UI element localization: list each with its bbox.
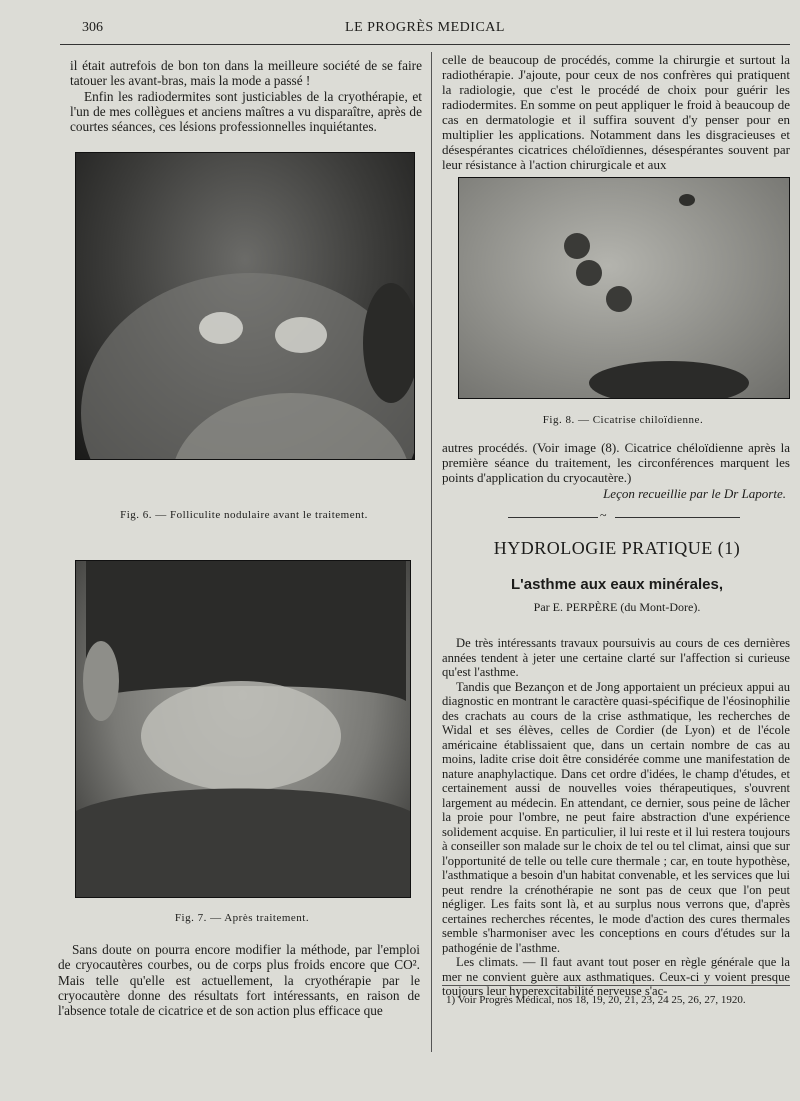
page-number: 306 (82, 20, 103, 35)
figure-8-photo (458, 177, 790, 399)
after-figure-paragraph: autres procédés. (Voir image (8). Cicatrice chéloïdienne après la première séance du traitement, les circonférences marquent les points d'application du cryocautère.) (442, 440, 790, 485)
intro-paragraph-1: il était autrefois de bon ton dans la meilleure société de se faire tatouer les avant-bras, mais la mode a passé ! (70, 58, 422, 89)
section-title: HYDROLOGIE PRATIQUE (1) (493, 538, 741, 558)
body-paragraph-1: De très intéressants travaux poursuivis au cours de ces dernières années tendent à jeter une certaine clarté sur l'affection si curieuse qu'est l'asthme. (442, 636, 790, 679)
figure-7-photo (75, 560, 411, 898)
journal-title: LE PROGRÈS MEDICAL (345, 20, 505, 35)
article-title: L'asthme aux eaux minérales, (511, 576, 723, 593)
right-top-text (442, 52, 790, 172)
body-paragraph-2: Tandis que Bezançon et de Jong apportaient un précieux appui au diagnostic en montrant le caractère quasi-spécifique de l'éosinophilie des crachats au cours de la crise asthmatique, les recherches de Widal et ses élèves, celles de Cordier (de Lyon) et de l'école américaine établissaient que, dans un certain nombre de cas au moins, ladite crise doit être considérée comme une manifestation de nature anaphylactique. Dans cet ordre d'idées, le champ d'études, et certainement aussi de nouvelles voies thérapeutiques, s'ouvrent largement au médecin. En attendant, ce dernier, sous peine de lâcher la proie pour l'ombre, ne peut faire abstraction d'une expérience solidement acquise. En particulier, il lui reste et il lui restera toujours à conseiller son malade sur le choix de tel ou tel climat, ainsi que sur l'opportunité de telle ou telle cure thermale ; car, en toute hypothèse, l'asthmatique a besoin d'un habitat convenable, et les services que lui peut rendre la crénothérapie ne sont pas de ceux que l'on peut négliger. Les faits sont là, et au surplus nous verrons que, d'après certaines recherches récentes, le mode d'action des cures thermales semble s'harmoniser avec les conceptions en cours d'études sur la pathogénie de l'asthme. (442, 679, 790, 955)
column-divider (431, 52, 432, 1052)
header-rule (60, 44, 790, 45)
figure-6-photo (75, 152, 415, 460)
keloid-scar-illustration (459, 178, 789, 398)
neck-after-treatment-illustration (76, 561, 410, 897)
ornament-rule-left (508, 517, 598, 518)
right-top-paragraph: celle de beaucoup de procédés, comme la chirurgie et surtout la radiothérapie. J'ajoute, pour ceux de nos confrères qui pratiquent la radiologie, que c'est le procédé de choix pour guérir les radiodermites. En somme on peut appliquer le froid à beaucoup de cas en dermatologie et il suffira souvent d'y penser pour en multiplier les applications. Notamment dans les disgracieuses et désespérantes cicatrices chéloïdiennes, désespérantes souvent par leur résistance à l'action chirurgicale et aux (442, 52, 790, 172)
left-intro-text (70, 58, 422, 134)
intro-paragraph-2: Enfin les radiodermites sont justiciables de la cryothérapie, et l'un de mes collègues et anciens maîtres a vu disparaître, après de courtes séances, ces lésions professionnelles inquiétantes. (70, 88, 422, 135)
figure-6-caption: Fig. 6. — Folliculite nodulaire avant le traitement. (120, 509, 368, 521)
page-header (60, 20, 790, 42)
neck-before-treatment-illustration (76, 153, 414, 459)
ornament-flourish: ~ (600, 508, 607, 522)
footnote-rule (442, 985, 790, 986)
article-author: Par E. PERPÈRE (du Mont-Dore). (533, 600, 701, 614)
signature: Leçon recueillie par le Dr Laporte. (603, 486, 786, 501)
footnote: 1) Voir Progrès Médical, nos 18, 19, 20, 21, 23, 24 25, 26, 27, 1920. (446, 994, 746, 1006)
ornament-rule-right (615, 517, 740, 518)
article-body (442, 636, 790, 999)
figure-8-caption: Fig. 8. — Cicatrise chiloïdienne. (542, 414, 704, 426)
left-closing-text (58, 942, 420, 1018)
right-after-figure-text (442, 440, 790, 485)
closing-paragraph: Sans doute on pourra encore modifier la méthode, par l'emploi de cryocautères courbes, ou de corps plus froids encore que CO². Mais telle qu'elle est actuellement, la cryothérapie par le cryocautère donne des résultats fort intéressants, en raison de l'absence totale de cicatrice et de son action plus efficace que (58, 942, 420, 1019)
body-paragraph-3: Les climats. — Il faut avant tout poser en règle générale que la mer ne convient guère aux asthmatiques. Ceux-ci y voient presque toujours leur hyperexcitabilité nerveuse s'ac- (442, 955, 790, 998)
figure-7-caption: Fig. 7. — Après traitement. (174, 912, 310, 924)
